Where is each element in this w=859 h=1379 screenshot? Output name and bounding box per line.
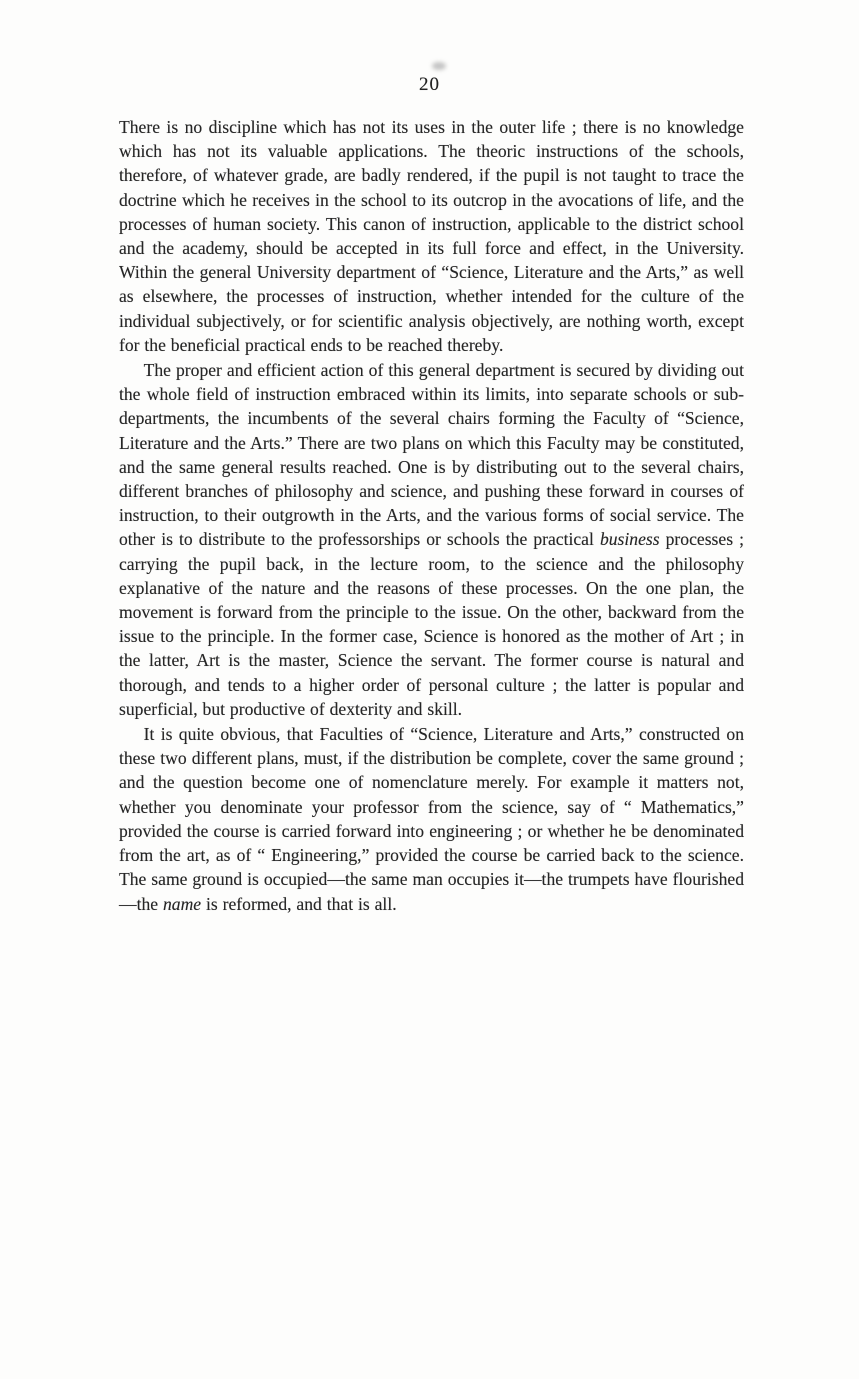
text-run: There is no discipline which has not its uses in the outer life ; there is no knowledge which has not its valuable applications. The theoric instructions of the schools, therefore, of whatever grade, are badly rendered, if the pupil is not taught to trace the doctrine which he receives in the school to its outcrop in the avocations of life, and the processes of human society. This canon of instruction, applicable to the district school and the academy, should be accepted in its full force and effect, in the University. Within the general University department of “Science, Literature and the Arts,” as well as elsewhere, the processes of instruction, whether intended for the culture of the individual subjectively, or for scientific analysis objectively, are nothing worth, except for the beneficial practical ends to be reached thereby. <box>119 117 744 355</box>
italic-text-run: business <box>599 529 660 550</box>
text-run: It is quite obvious, that Faculties of “Science, Literature and Arts,” constructed on these two different plans, must, if the distribution be complete, cover the same ground ; and the question become one of nomenclature merely. For example it matters not, whether you denominate your professor from the science, say of “ Mathematics,” provided the course is carried forward into engineering ; or whether he be denominated from the art, as of “ Engineering,” provided the course be carried back to the science. The same ground is occupied—the same man occupies it—the trumpets have flourished—the <box>119 724 744 914</box>
paragraph <box>119 358 744 721</box>
scan-smudge-artifact <box>432 62 446 70</box>
text-run: processes ; carrying the pupil back, in the lecture room, to the science and the philosophy explanative of the nature and the reasons of these processes. On the one plan, the movement is forward from the principle to the issue. On the other, backward from the issue to the principle. In the former case, Science is honored as the mother of Art ; in the latter, Art is the master, Science the servant. The former course is natural and thorough, and tends to a higher order of personal culture ; the latter is popular and superficial, but productive of dexterity and skill. <box>119 529 744 719</box>
document-body <box>119 115 744 916</box>
paragraph <box>119 115 744 357</box>
text-run: is reformed, and that is all. <box>201 893 397 914</box>
italic-text-run: name <box>163 893 202 914</box>
paragraph <box>119 722 744 916</box>
page-number: 20 <box>419 74 440 95</box>
text-run: The proper and efficient action of this general department is secured by dividing out the whole field of instruction embraced within its limits, into separate schools or sub-departments, the incumbents of the several chairs forming the Faculty of “Science, Literature and the Arts.” There are two plans on which this Faculty may be constituted, and the same general results reached. One is by distributing out to the several chairs, different branches of philosophy and science, and pushing these forward in courses of instruction, to their outgrowth in the Arts, and the various forms of social service. The other is to distribute to the professorships or schools the practical <box>119 360 744 550</box>
